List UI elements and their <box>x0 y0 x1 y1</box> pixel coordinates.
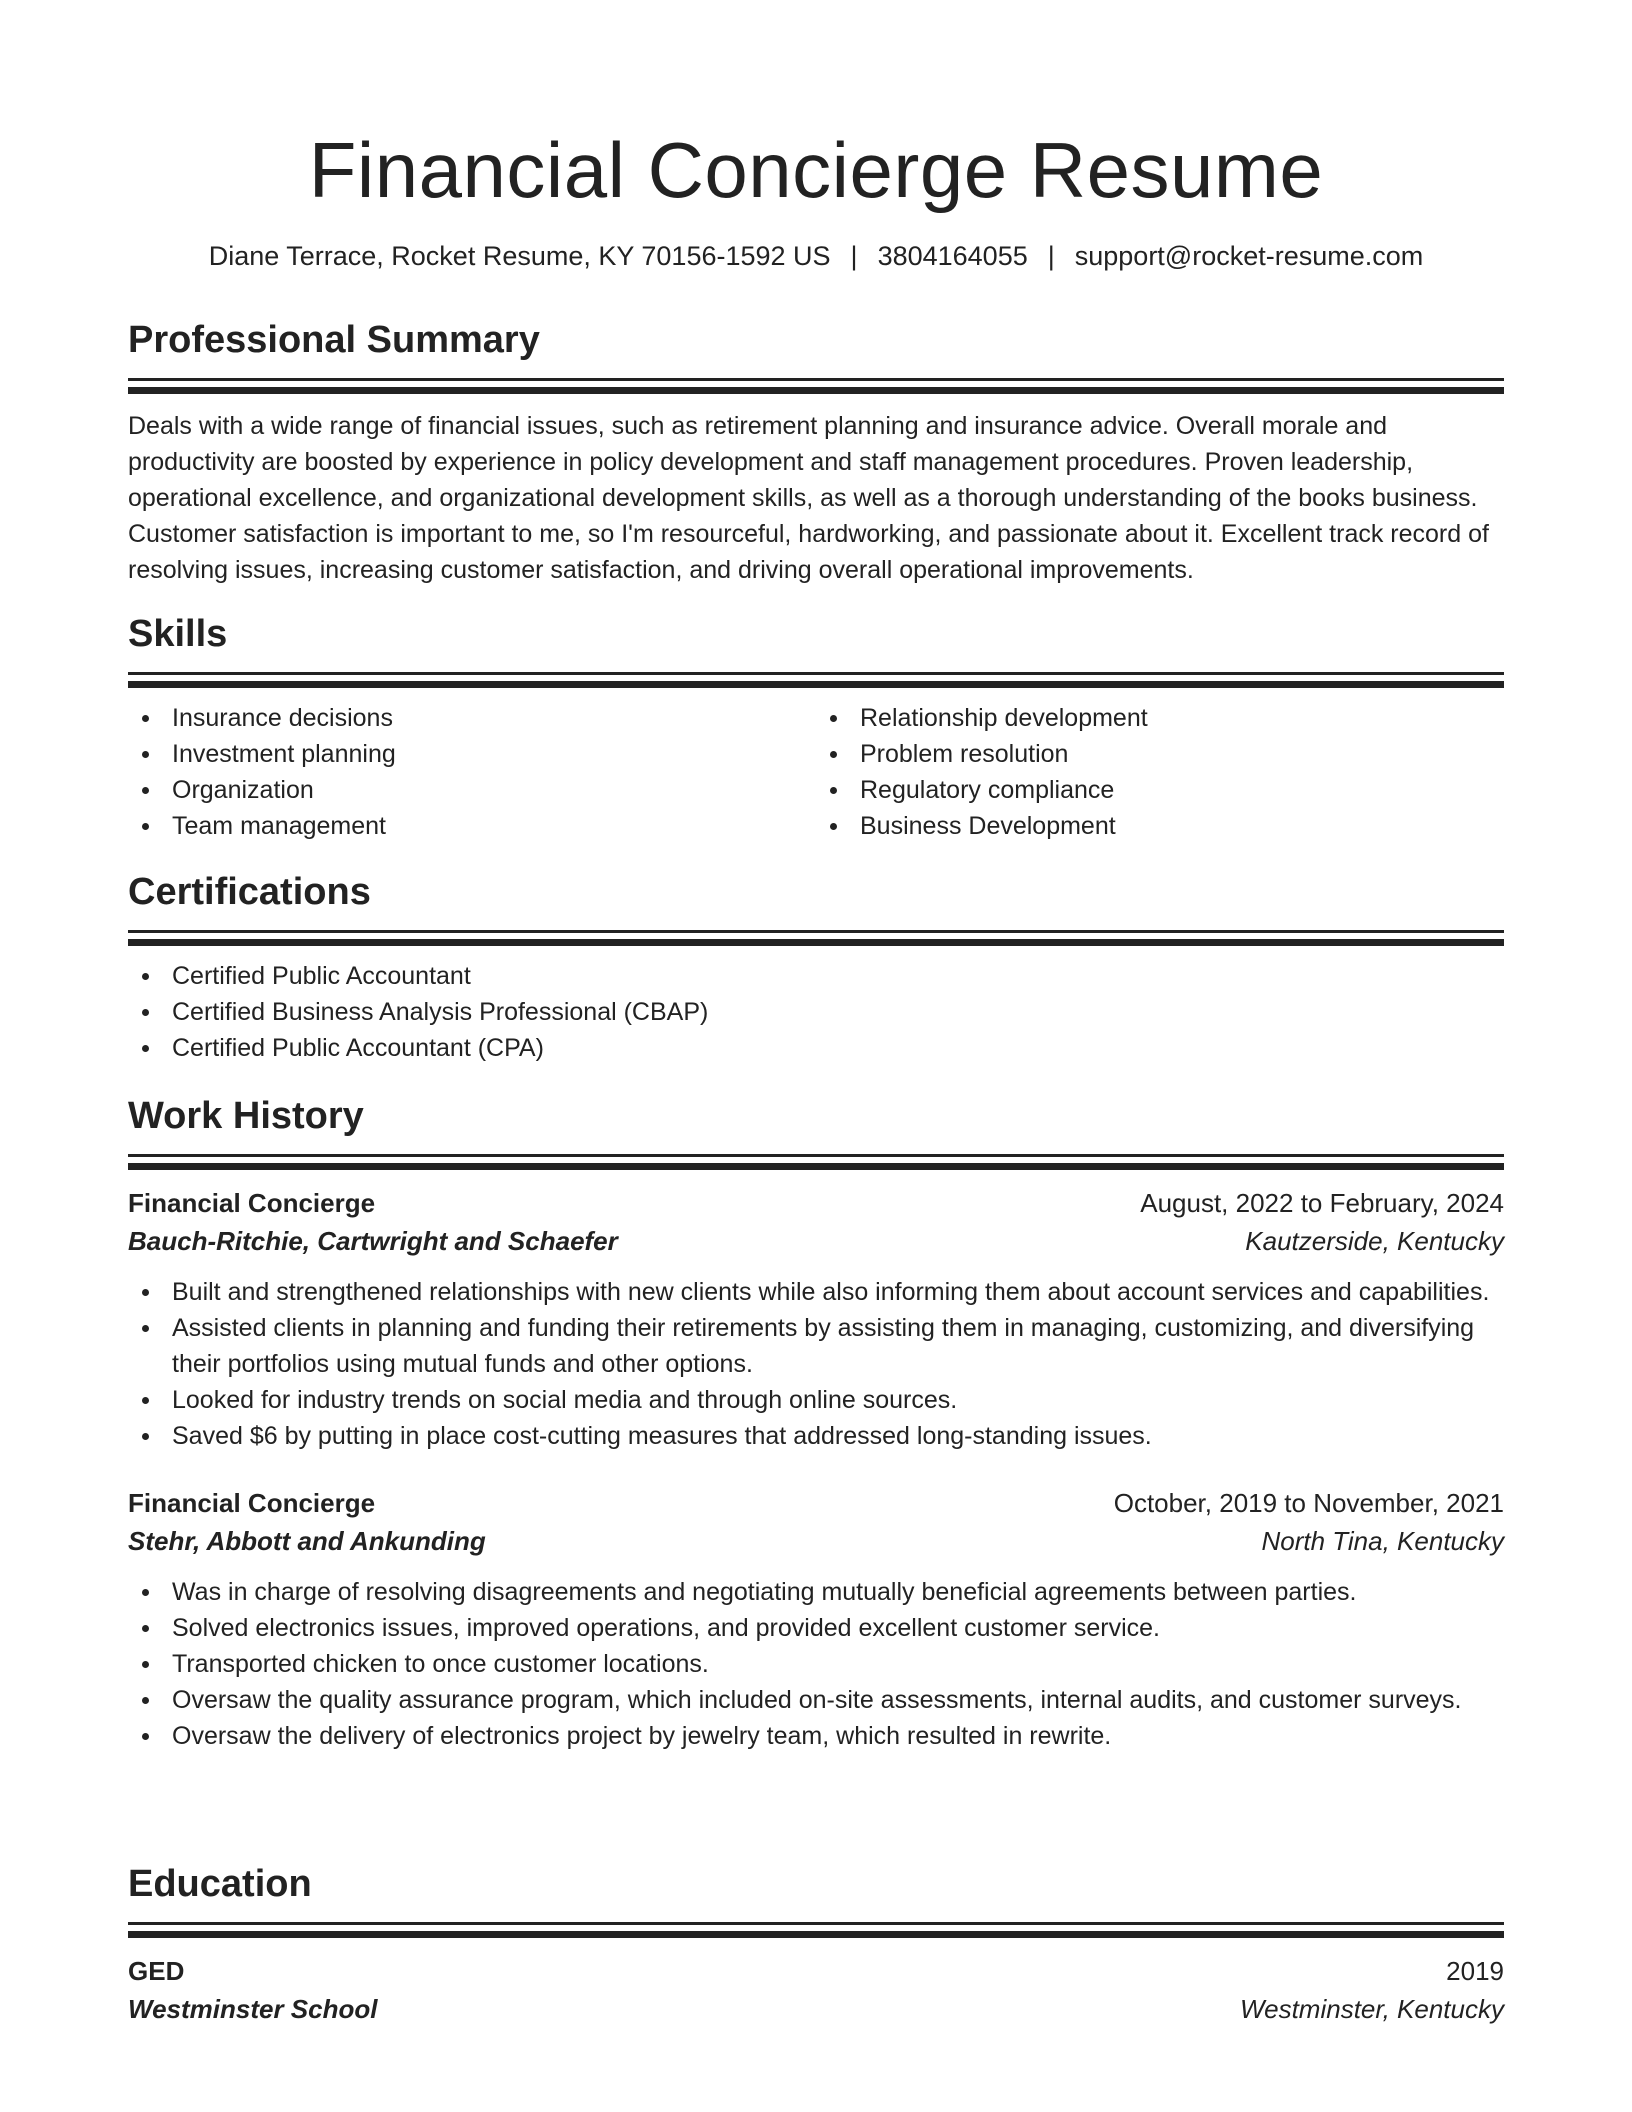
section-divider <box>128 672 1504 675</box>
job-bullet: Oversaw the delivery of electronics project by jewelry team, which resulted in rewrite. <box>172 1718 1504 1754</box>
section-divider <box>128 378 1504 381</box>
skill-item: Relationship development <box>860 700 1504 736</box>
job-bullet: Transported chicken to once customer locations. <box>172 1646 1504 1682</box>
skills-section <box>128 610 1504 844</box>
education-degree: GED <box>128 1956 185 1986</box>
certifications-section <box>128 868 1504 1066</box>
summary-heading: Professional Summary <box>128 319 540 361</box>
section-divider <box>128 930 1504 933</box>
contact-line <box>128 238 1504 274</box>
section-divider-thick <box>128 681 1504 688</box>
contact-separator: | <box>850 241 858 271</box>
section-divider-thick <box>128 1931 1504 1938</box>
section-divider-thick <box>128 387 1504 394</box>
job-company-row <box>128 1222 1504 1260</box>
job-bullet: Oversaw the quality assurance program, which included on-site assessments, internal audits, and customer surveys. <box>172 1682 1504 1718</box>
skills-columns <box>128 700 1504 844</box>
education-school-row <box>128 1990 1504 2028</box>
job-entry <box>128 1184 1504 1454</box>
skill-item: Business Development <box>860 808 1504 844</box>
job-company: Stehr, Abbott and Ankunding <box>128 1526 486 1556</box>
job-dates: October, 2019 to November, 2021 <box>1113 1488 1504 1518</box>
section-divider <box>128 1154 1504 1157</box>
section-divider-thick <box>128 939 1504 946</box>
certifications-heading: Certifications <box>128 871 371 913</box>
skill-item: Investment planning <box>172 736 816 772</box>
skill-item: Team management <box>172 808 816 844</box>
job-company: Bauch-Ritchie, Cartwright and Schaefer <box>128 1226 618 1256</box>
contact-separator: | <box>1047 241 1055 271</box>
job-dates: August, 2022 to February, 2024 <box>1140 1188 1504 1218</box>
education-location: Westminster, Kentucky <box>1240 1994 1504 2024</box>
education-header-row <box>128 1952 1504 1990</box>
skill-item: Insurance decisions <box>172 700 816 736</box>
certifications-list <box>128 958 1504 1066</box>
education-entry <box>128 1952 1504 2028</box>
job-bullet: Built and strengthened relationships with new clients while also informing them about account services and capabilities. <box>172 1274 1504 1310</box>
contact-address: Diane Terrace, Rocket Resume, KY 70156-1592 US <box>208 241 831 271</box>
certification-item: Certified Business Analysis Professional (CBAP) <box>172 994 1504 1030</box>
job-bullet: Looked for industry trends on social media and through online sources. <box>172 1382 1504 1418</box>
job-bullet: Solved electronics issues, improved operations, and provided excellent customer service. <box>172 1610 1504 1646</box>
work-section <box>128 1092 1504 1754</box>
job-bullets <box>128 1274 1504 1454</box>
education-school: Westminster School <box>128 1994 378 2024</box>
section-divider <box>128 1922 1504 1925</box>
education-year: 2019 <box>1446 1956 1504 1986</box>
job-entry <box>128 1484 1504 1754</box>
education-heading: Education <box>128 1863 312 1905</box>
work-heading: Work History <box>128 1095 364 1137</box>
job-header-row <box>128 1484 1504 1522</box>
summary-section <box>128 316 1504 588</box>
job-location: Kautzerside, Kentucky <box>1245 1226 1504 1256</box>
skills-heading: Skills <box>128 613 228 655</box>
job-header-row <box>128 1184 1504 1222</box>
job-bullets <box>128 1574 1504 1754</box>
job-title: Financial Concierge <box>128 1188 376 1218</box>
job-location: North Tina, Kentucky <box>1261 1526 1504 1556</box>
resume-title: Financial Concierge Resume <box>308 126 1324 214</box>
skill-item: Regulatory compliance <box>860 772 1504 808</box>
section-divider-thick <box>128 1163 1504 1170</box>
skills-list-right <box>816 700 1504 844</box>
skill-item: Organization <box>172 772 816 808</box>
job-bullet: Was in charge of resolving disagreements and negotiating mutually beneficial agreements between parties. <box>172 1574 1504 1610</box>
contact-email: support@rocket-resume.com <box>1074 241 1424 271</box>
contact-phone: 3804164055 <box>877 241 1028 271</box>
job-bullet: Saved $6 by putting in place cost-cutting measures that addressed long-standing issues. <box>172 1418 1504 1454</box>
summary-text: Deals with a wide range of financial issues, such as retirement planning and insurance advice. Overall morale and productivity are boosted by experience in policy development and staff management procedures. Proven leadership, operational excellence, and organizational development skills, as well as a thorough understanding of the books business. Customer satisfaction is important to me, so I'm resourceful, hardworking, and passionate about it. Excellent track record of resolving issues, increasing customer satisfaction, and driving overall operational improvements. <box>128 412 1489 584</box>
job-company-row <box>128 1522 1504 1560</box>
skill-item: Problem resolution <box>860 736 1504 772</box>
skills-list-left <box>128 700 816 844</box>
education-section <box>128 1860 1504 2028</box>
certification-item: Certified Public Accountant (CPA) <box>172 1030 1504 1066</box>
job-bullet: Assisted clients in planning and funding their retirements by assisting them in managing, customizing, and diversifying their portfolios using mutual funds and other options. <box>172 1310 1504 1382</box>
certification-item: Certified Public Accountant <box>172 958 1504 994</box>
job-title: Financial Concierge <box>128 1488 376 1518</box>
